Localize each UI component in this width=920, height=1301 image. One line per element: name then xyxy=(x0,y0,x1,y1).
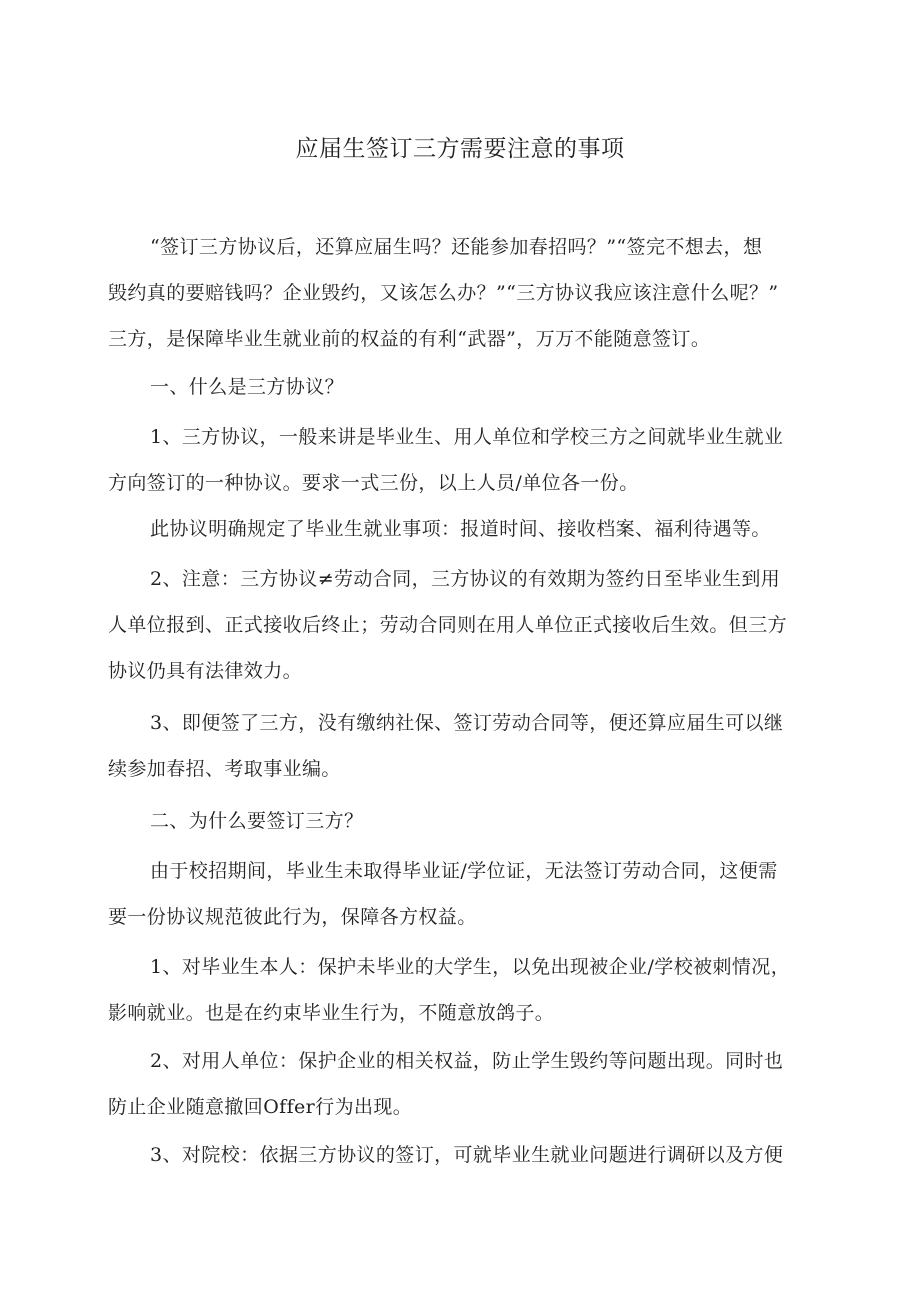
text-line: 协议仍具有法律效力。 xyxy=(108,660,303,682)
paragraph-intro xyxy=(108,224,824,362)
section-heading-2 xyxy=(108,798,824,844)
paragraph-for-graduate xyxy=(108,944,824,1036)
paragraph-for-employer xyxy=(108,1038,824,1130)
text-line: 防止企业随意撤回Offer行为出现。 xyxy=(108,1096,413,1118)
text-line: 3、对院校：依据三方协议的签订，可就毕业生就业问题进行调研以及方便 xyxy=(150,1144,784,1166)
text-line: 由于校招期间，毕业生未取得毕业证/学位证，无法签订劳动合同，这便需 xyxy=(150,860,778,882)
text-line: 毁约真的要赔钱吗？企业毁约，又该怎么办？”“三方协议我应该注意什么呢？” xyxy=(108,282,779,304)
paragraph-agreement-scope xyxy=(108,506,824,552)
text-line: 3、即便签了三方，没有缴纳社保、签订劳动合同等，便还算应届生可以继 xyxy=(150,712,784,734)
paragraph-still-graduate xyxy=(108,700,824,792)
text-line: 1、三方协议，一般来讲是毕业生、用人单位和学校三方之间就毕业生就业 xyxy=(150,426,784,448)
heading-line: 一、什么是三方协议？ xyxy=(150,376,345,398)
text-line: 续参加春招、考取事业编。 xyxy=(108,758,341,780)
text-line: 2、对用人单位：保护企业的相关权益，防止学生毁约等问题出现。同时也 xyxy=(150,1050,784,1072)
text-line: “签订三方协议后，还算应届生吗？还能参加春招吗？”“签完不想去，想 xyxy=(150,236,763,258)
text-line: 人单位报到、正式接收后终止；劳动合同则在用人单位正式接收后生效。但三方 xyxy=(108,614,788,636)
text-line: 1、对毕业生本人：保护未毕业的大学生，以免出现被企业/学校被刺情况， xyxy=(150,956,791,978)
text-line: 要一份协议规范彼此行为，保障各方权益。 xyxy=(108,906,477,928)
text-line: 2、注意：三方协议≠劳动合同，三方协议的有效期为签约日至毕业生到用 xyxy=(150,568,781,590)
document-title: 应届生签订三方需要注意的事项 xyxy=(295,136,625,162)
text-line: 方向签订的一种协议。要求一式三份，以上人员/单位各一份。 xyxy=(108,472,639,494)
paragraph-for-school xyxy=(108,1132,824,1178)
text-line: 此协议明确规定了毕业生就业事项：报道时间、接收档案、福利待遇等。 xyxy=(150,518,771,540)
paragraph-note xyxy=(108,556,824,694)
paragraph-reason xyxy=(108,848,824,940)
text-line: 三方，是保障毕业生就业前的权益的有利“武器”，万万不能随意签订。 xyxy=(108,328,711,350)
paragraph-definition xyxy=(108,414,824,506)
heading-line: 二、为什么要签订三方？ xyxy=(150,810,364,832)
text-line: 影响就业。也是在约束毕业生行为，不随意放鸽子。 xyxy=(108,1002,555,1024)
section-heading-1 xyxy=(108,364,824,410)
